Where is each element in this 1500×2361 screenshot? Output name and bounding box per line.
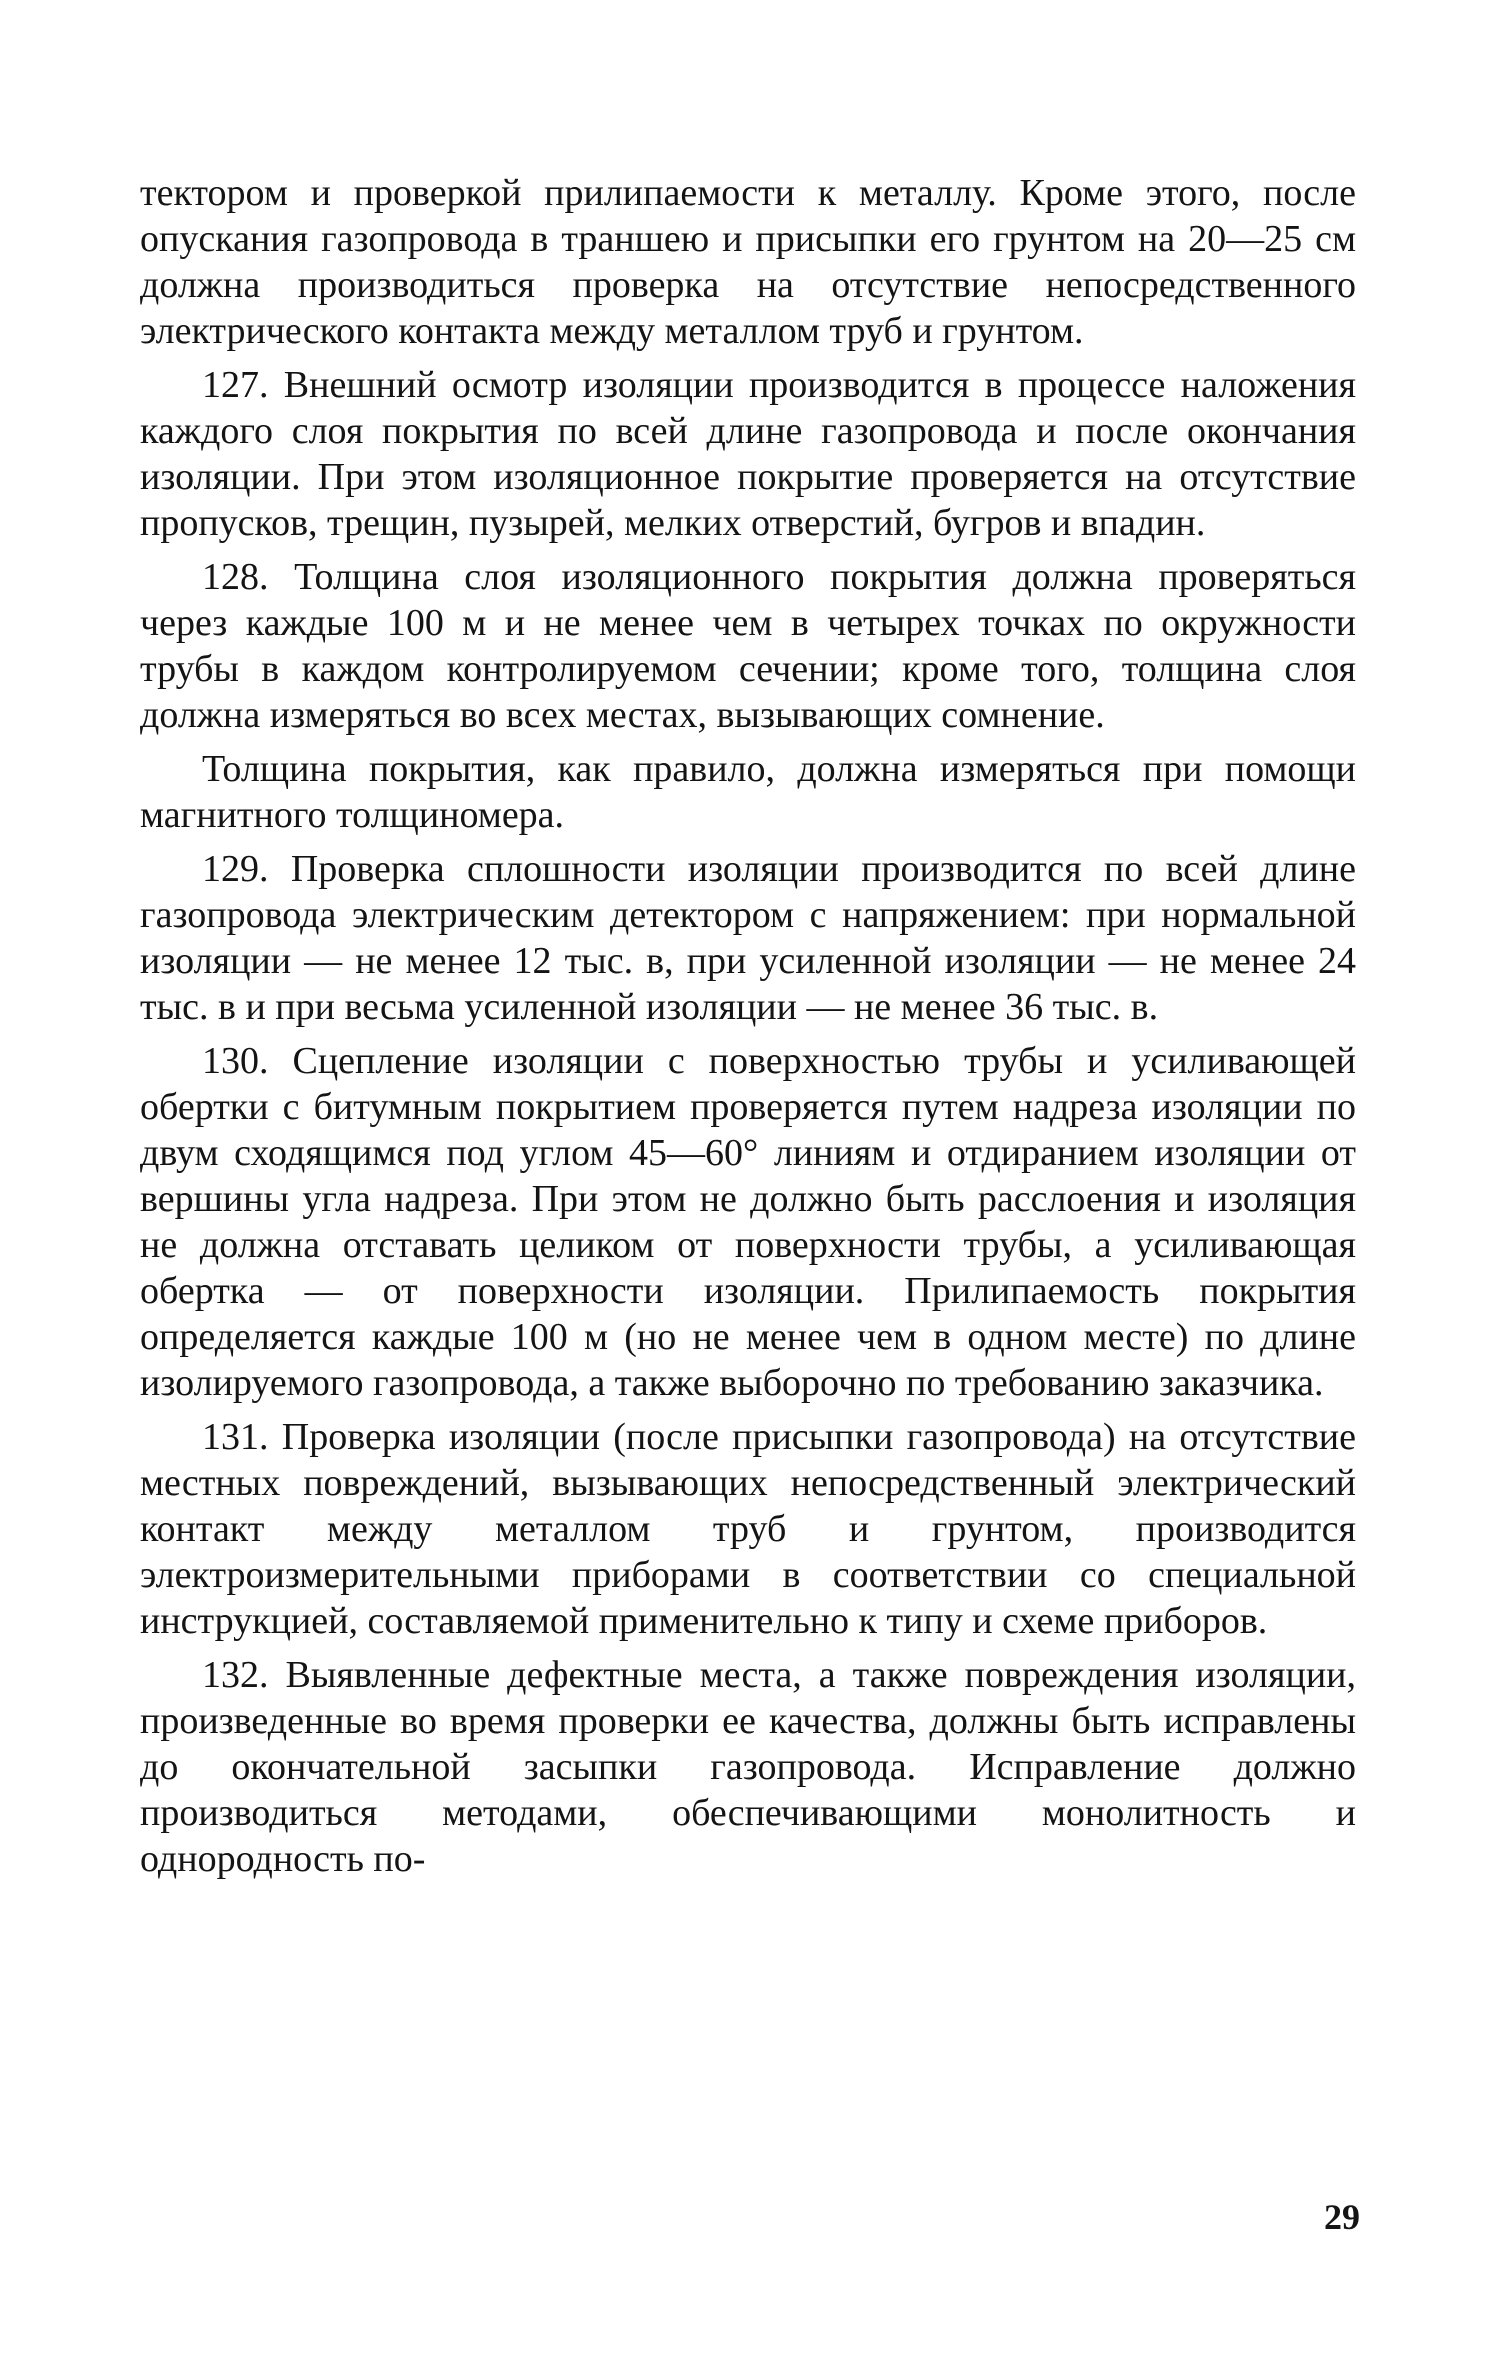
- paragraph-132: 132. Выявленные дефектные места, а также повреждения изоляции, произведенные во время проверки ее качества, должны быть исправлены до окончательной засыпки газопровода. Исправление должно производиться методами, обеспечивающими монолитность и однородность по-: [140, 1654, 1356, 1880]
- page-body: [140, 170, 1356, 1890]
- paragraph-continuation: тектором и проверкой прилипаемости к металлу. Кроме этого, после опускания газопровода в траншею и присыпки его грунтом на 20—25 см должна производиться проверка на отсутствие непосредственного электрического контакта между металлом труб и грунтом.: [140, 172, 1356, 352]
- paragraph-127: 127. Внешний осмотр изоляции производится в процессе наложения каждого слоя покрытия по всей длине газопровода и после окончания изоляции. При этом изоляционное покрытие проверяется на отсутствие пропусков, трещин, пузырей, мелких отверстий, бугров и впадин.: [140, 364, 1356, 544]
- paragraph-128-note: Толщина покрытия, как правило, должна измеряться при помощи магнитного толщиномера.: [140, 748, 1356, 836]
- paragraph-131: 131. Проверка изоляции (после присыпки газопровода) на отсутствие местных повреждений, вызывающих непосредственный электрический контакт между металлом труб и грунтом, производится электроизмерительными приборами в соответствии со специальной инструкцией, составляемой применительно к типу и схеме приборов.: [140, 1416, 1356, 1642]
- paragraph-128: 128. Толщина слоя изоляционного покрытия должна проверяться через каждые 100 м и не менее чем в четырех точках по окружности трубы в каждом контролируемом сечении; кроме того, толщина слоя должна измеряться во всех местах, вызывающих сомнение.: [140, 556, 1356, 736]
- paragraph-129: 129. Проверка сплошности изоляции производится по всей длине газопровода электрическим детектором с напряжением: при нормальной изоляции — не менее 12 тыс. в, при усиленной изоляции — не менее 24 тыс. в и при весьма усиленной изоляции — не менее 36 тыс. в.: [140, 848, 1356, 1028]
- page-number: 29: [1324, 2197, 1360, 2237]
- paragraph-130: 130. Сцепление изоляции с поверхностью трубы и усиливающей обертки с битумным покрытием проверяется путем надреза изоляции по двум сходящимся под углом 45—60° линиям и отдиранием изоляции от вершины угла надреза. При этом не должно быть расслоения и изоляция не должна отставать целиком от поверхности трубы, а усиливающая обертка — от поверхности изоляции. Прилипаемость покрытия определяется каждые 100 м (но не менее чем в одном месте) по длине изолируемого газопровода, а также выборочно по требованию заказчика.: [140, 1040, 1356, 1404]
